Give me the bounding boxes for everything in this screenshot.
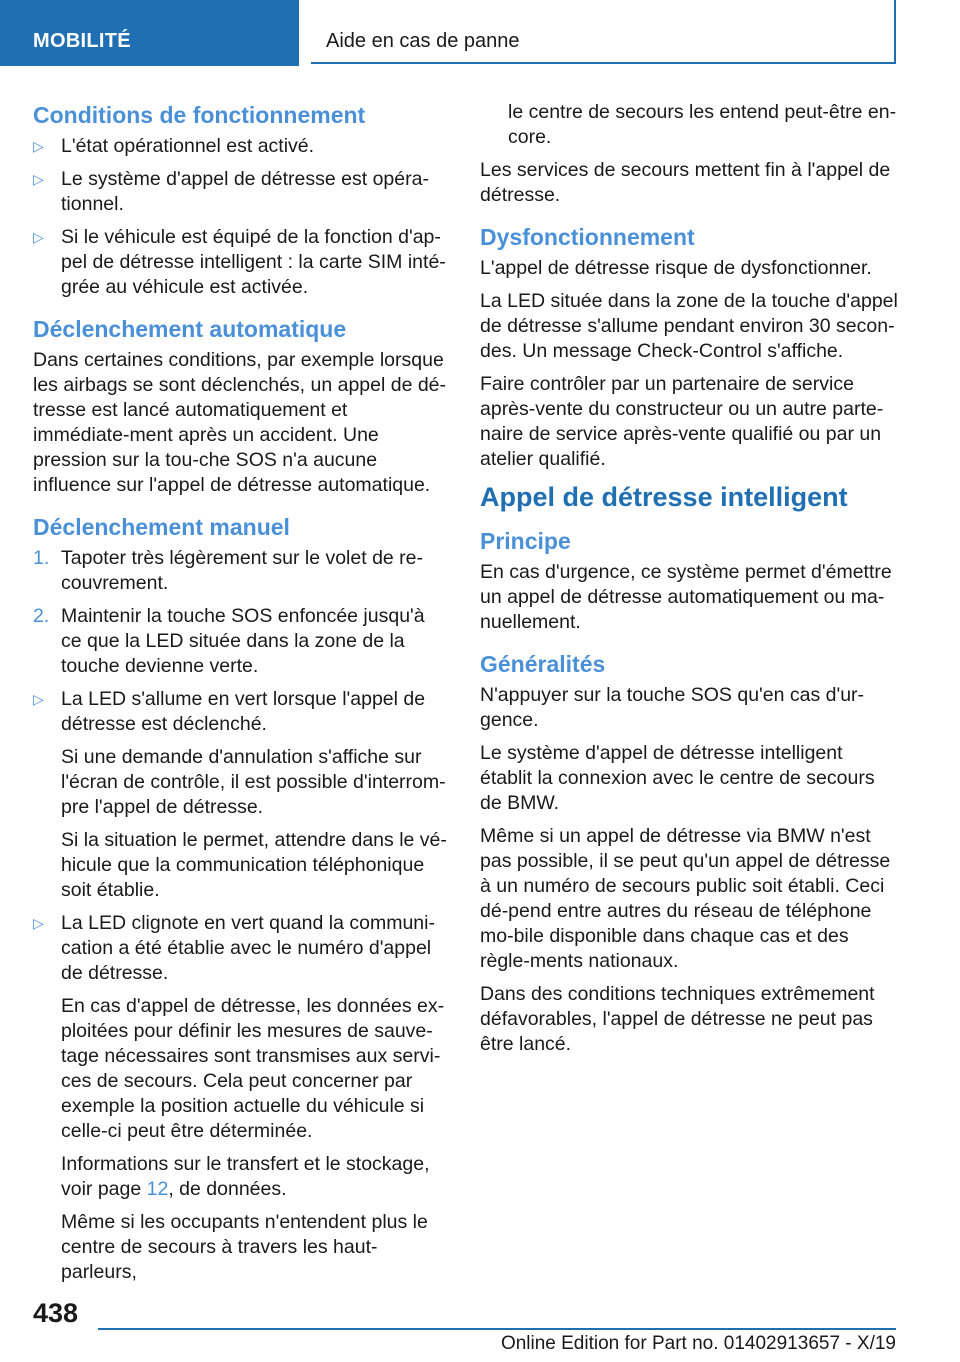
left-column [33, 100, 448, 1293]
section-tab [0, 0, 299, 66]
list-item: ▷ Le système d'appel de détresse est opéra-tionnel. [33, 168, 429, 215]
cancel-note: Si une demande d'annulation s'affiche sur l'écran de contrôle, il est possible d'interrom-pre l'appel de détresse. [61, 746, 446, 818]
manual-trigger-heading: Déclenchement manuel [33, 514, 290, 540]
intelligent-call-heading: Appel de détresse intelligent [480, 482, 848, 512]
list-item: ▷ Si le véhicule est équipé de la fonction d'ap-pel de détresse intelligent : la carte SIM inté-grée au véhicule est activée. [33, 226, 446, 298]
general-text: Même si un appel de détresse via BMW n'est pas possible, il se peut qu'un appel de détresse à un numéro de secours public soit établi. Ceci dé-pend entre autres du réseau de téléphone mo-bile disponible dans chaque cas et des règle-ments nationaux. [480, 825, 891, 972]
footer-divider [98, 1328, 896, 1330]
data-transfer-note: En cas d'appel de détresse, les données ex-ploitées pour définir les mesures de sauve-tage nécessaires sont transmises aux servi-ces de secours. Cela peut concerner par exemple la position actuelle du véhicule si celle-ci peut être déterminée. [61, 995, 445, 1142]
triangle-bullet-icon: ▷ [33, 138, 44, 154]
step-item: 2. Maintenir la touche SOS enfoncée jusqu'à ce que la LED située dans la zone de la touche devienne verte. [33, 605, 425, 677]
malfunction-heading: Dysfonctionnement [480, 224, 695, 250]
triangle-bullet-icon: ▷ [33, 915, 44, 931]
triangle-bullet-icon: ▷ [33, 691, 44, 707]
general-text: Le système d'appel de détresse intelligent établit la connexion avec le centre de secours de BMW. [480, 742, 875, 814]
info-reference: Informations sur le transfert et le stockage, voir page 12, de données. [61, 1153, 430, 1200]
triangle-bullet-icon: ▷ [33, 171, 44, 187]
principle-heading: Principe [480, 528, 571, 554]
chapter-title: Aide en cas de panne [326, 30, 520, 52]
triangle-bullet-icon: ▷ [33, 229, 44, 245]
conditions-heading: Conditions de fonctionnement [33, 102, 366, 128]
general-text: N'appuyer sur la touche SOS qu'en cas d'ur-gence. [480, 684, 865, 731]
edition-info: Online Edition for Part no. 01402913657 - X/19 [500, 1333, 896, 1354]
section-title: MOBILITÉ [33, 30, 131, 52]
malfunction-led-text: La LED située dans la zone de la touche d'appel de détresse s'allume pendant environ 30 secon-des. Un message Check-Control s'affiche. [480, 290, 898, 362]
general-text: Dans des conditions techniques extrêmement défavorables, l'appel de détresse ne peut pas être lancé. [480, 983, 875, 1055]
chapter-header [311, 0, 896, 64]
list-item: ▷ La LED s'allume en vert lorsque l'appel de détresse est déclenché. [33, 688, 426, 735]
continued-text: le centre de secours les entend peut-être en-core. [508, 101, 897, 148]
malfunction-text: L'appel de détresse risque de dysfonctionner. [480, 257, 872, 279]
right-column [480, 100, 898, 1065]
step-number: 2. [33, 605, 50, 627]
step-number: 1. [33, 547, 50, 569]
list-item: ▷ La LED clignote en vert quand la communi-cation a été établie avec le numéro d'appel de détresse. [33, 912, 435, 984]
malfunction-service-text: Faire contrôler par un partenaire de service après-vente du constructeur ou un autre parte-naire de service après-vente qualifié ou par un atelier qualifié. [480, 373, 884, 470]
general-heading: Généralités [480, 651, 606, 677]
page-link[interactable]: 12 [146, 1178, 169, 1200]
principle-text: En cas d'urgence, ce système permet d'émettre un appel de détresse automatiquement ou ma-nuellement. [480, 561, 892, 633]
auto-trigger-text: Dans certaines conditions, par exemple lorsque les airbags se sont déclenchés, un appel de dé-tresse est lancé automatiquement et immédiate-ment après un accident. Une pression sur la tou-che SOS n'a aucune influence sur l'appel de détresse automatique. [33, 349, 447, 496]
occupants-note: Même si les occupants n'entendent plus le centre de secours à travers les haut-parleurs, [61, 1211, 428, 1283]
end-call-text: Les services de secours mettent fin à l'appel de détresse. [480, 159, 891, 206]
auto-trigger-heading: Déclenchement automatique [33, 316, 347, 342]
page-number: 438 [33, 1298, 79, 1328]
step-item: 1. Tapoter très légèrement sur le volet de re-couvrement. [33, 547, 424, 594]
wait-note: Si la situation le permet, attendre dans le vé-hicule que la communication téléphonique soit établie. [61, 829, 447, 901]
list-item: ▷ L'état opérationnel est activé. [33, 135, 315, 157]
